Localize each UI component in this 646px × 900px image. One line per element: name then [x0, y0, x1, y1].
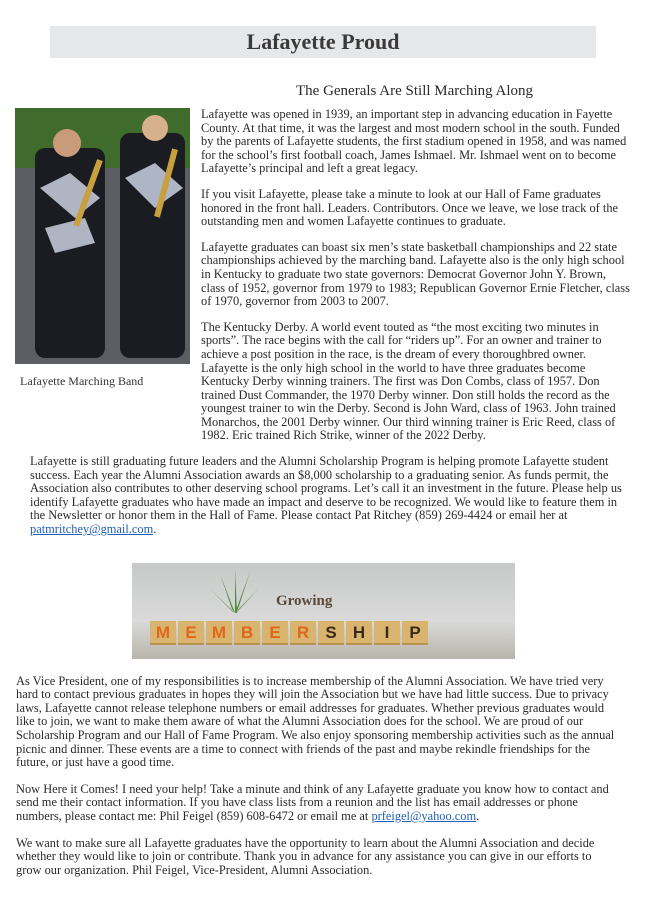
paragraph: Lafayette graduates can boast six men’s state basketball championships and 22 state championships achieved by the marching band. Lafayette also is the only high school in Kentucky to graduate two state governors: Democrat Governor John Y. Brown, class of 1952, governor from 1979 to 1983; Republican Governor Ernie Fletcher, class of 1970, governor from 2003 to 2007. — [201, 239, 630, 309]
period: . — [476, 808, 480, 823]
scholarship-section — [30, 455, 624, 537]
scholarship-text: Lafayette is still graduating future leaders and the Alumni Scholarship Program is helping promote Lafayette student success. Each year the Alumni Association awards an $8,000 scholarship to a graduating senior. As funds permit, the Association also contributes to other deserving school programs. Let’s call it an investment in the future. Please help us identify Lafayette graduates who have made an impact and deserve to be recognized. We would like to feature them in the Newsletter or honor them in the Hall of Fame. Please contact Pat Ritchey (859) 269-4424 or email her at — [30, 454, 622, 523]
paragraph: The Kentucky Derby. A world event touted as “the most exciting two minutes in sports”. The race begins with the call for “riders up”. For an owner and trainer to achieve a post position in the race, is the dream of every thoroughbred owner. Lafayette is the only high school in the world to have three graduates become Kentucky Derby winning trainers. The first was Don Combs, class of 1957. Don trained Dust Commander, the 1970 Derby winner. Don still holds the record as the youngest trainer to win the Derby. Second is John Ward, class of 1963. John trained Monarchos, the 2001 Derby winner. Our third winning trainer is Eric Reed, class of 1982. Eric trained Rich Strike, winner of the 2022 Derby. — [201, 319, 616, 443]
letter-tile: M — [150, 621, 176, 645]
marching-band-photo — [15, 108, 190, 364]
letter-tile: I — [374, 621, 400, 645]
letter-tile: R — [290, 621, 316, 645]
photo-column — [15, 108, 190, 388]
letter-tile: P — [402, 621, 428, 645]
article-column — [201, 108, 633, 455]
membership-section — [16, 675, 620, 878]
letter-tile: E — [262, 621, 288, 645]
letter-tile: B — [234, 621, 260, 645]
article-row — [15, 108, 646, 455]
paragraph: As Vice President, one of my responsibilities is to increase membership of the Alumni Association. We have tried very hard to contact previous graduates in hopes they will join the Association but we have had little success. Due to privacy laws, Lafayette cannot release telephone numbers or email addresses for graduates. Whether previous graduates would like to join, we want to make them aware of what the Alumni Association does for the school. We are proud of our Scholarship Program and our Hall of Fame Program. We also enjoy sponsoring membership activities such as the annual picnic and dinner. These events are a time to connect with friends of the past and maybe rekindle friendships for the future, or just have a good time. — [16, 673, 615, 770]
page-title: Lafayette Proud — [246, 29, 400, 54]
email-link-prfeigel[interactable]: prfeigel@yahoo.com — [371, 808, 477, 823]
paragraph — [30, 455, 624, 537]
email-link-patmritchey[interactable]: patmritchey@gmail.com — [30, 522, 154, 537]
letter-tile: S — [318, 621, 344, 645]
period: . — [153, 522, 157, 537]
article-subtitle: The Generals Are Still Marching Along — [296, 83, 534, 99]
paragraph: If you visit Lafayette, please take a minute to look at our Hall of Fame graduates honored in the front hall. Leaders. Contributors. Once we leave, we lose track of the outstanding men and women Lafayette continues to graduate. — [201, 186, 619, 229]
letter-tile: M — [206, 621, 232, 645]
photo-caption: Lafayette Marching Band — [20, 374, 144, 388]
help-text: Now Here it Comes! I need your help! Take a minute and think of any Lafayette graduate you know how to contact and send me their contact information. If you have class lists from a reunion and the list has email addresses or phone numbers, please contact me: Phil Feigel (859) 608-6472 or email me at — [16, 781, 609, 823]
growing-word: Growing — [276, 592, 333, 609]
title-banner — [50, 26, 596, 58]
growing-membership-image — [132, 563, 515, 659]
paragraph: Lafayette was opened in 1939, an important step in advancing education in Fayette County. At that time, it was the largest and most modern school in the south. Funded by the parents of Lafayette students, the first stadium opened in 1958, and was named for the school’s first football coach, James Ishmael. Mr. Ishmael went on to become Lafayette’s principal and left a great legacy. — [201, 107, 627, 176]
paragraph — [16, 783, 620, 824]
letter-tile: E — [178, 621, 204, 645]
plant-icon — [210, 569, 260, 613]
membership-tiles — [150, 621, 428, 645]
paragraph: We want to make sure all Lafayette graduates have the opportunity to learn about the Alumni Association and decide whether they would like to join or contribute. Thank you in advance for any assistance you can give in our efforts to grow our organization. Phil Feigel, Vice-President, Alumni Association. — [16, 835, 595, 877]
letter-tile: H — [346, 621, 372, 645]
